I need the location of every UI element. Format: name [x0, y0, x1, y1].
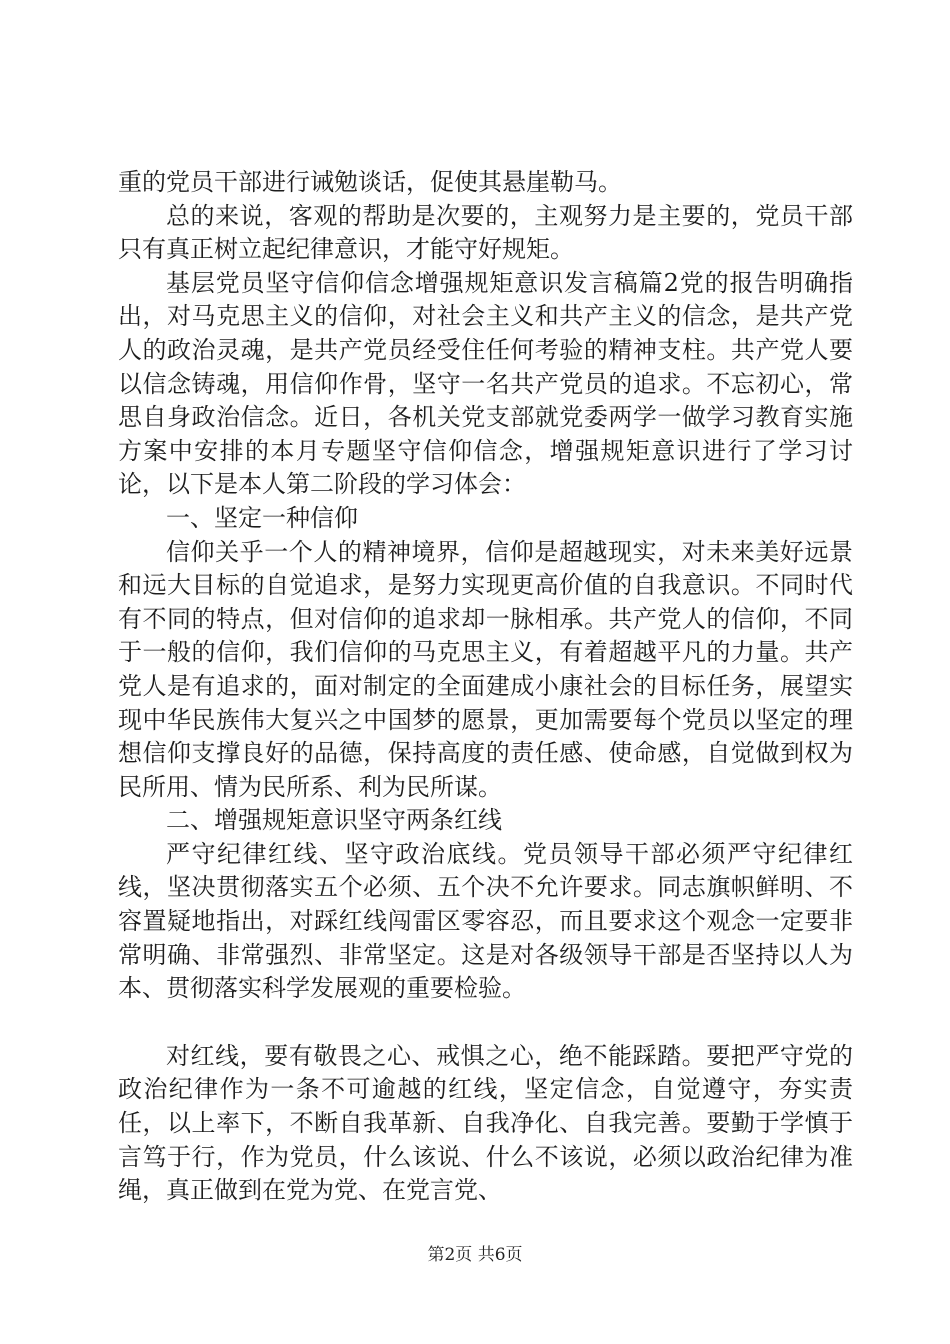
paragraph-belief: 信仰关乎一个人的精神境界，信仰是超越现实，对未来美好远景和远大目标的自觉追求，是努力实现更高价值的自我意识。不同时代有不同的特点，但对信仰的追求却一脉相承。共产党人的信仰，不同于一般的信仰，我们信仰的马克思主义，有着超越平凡的力量。共产党人是有追求的，面对制定的全面建成小康社会的目标任务，展望实现中华民族伟大复兴之中国梦的愿景，更加需要每个党员以坚定的理想信仰支撑良好的品德，保持高度的责任感、使命感，自觉做到权为民所用、情为民所系、利为民所谋。 [118, 537, 853, 801]
paragraph-continuation: 重的党员干部进行诫勉谈话，促使其悬崖勒马。 [118, 168, 622, 196]
paragraph-red-line: 严守纪律红线、坚守政治底线。党员领导干部必须严守纪律红线，坚决贯彻落实五个必须、五个决不允许要求。同志旗帜鲜明、不容置疑地指出，对踩红线闯雷区零容忍，而且要求这个观念一定要非常明确、非常强烈、非常坚定。这是对各级领导干部是否坚持以人为本、贯彻落实科学发展观的重要检验。 [118, 839, 853, 1003]
paragraph-awe: 对红线，要有敬畏之心、戒惧之心，绝不能踩踏。要把严守党的政治纪律作为一条不可逾越的红线，坚定信念，自觉遵守，夯实责任，以上率下，不断自我革新、自我净化、自我完善。要勤于学慎于言笃于行，作为党员，什么该说、什么不该说，必须以政治纪律为准绳，真正做到在党为党、在党言党、 [118, 1041, 853, 1205]
section-heading-2: 二、增强规矩意识坚守两条红线 [166, 806, 502, 835]
page-number-footer: 第2页 共6页 [427, 1245, 523, 1265]
paragraph-summary: 总的来说，客观的帮助是次要的，主观努力是主要的，党员干部只有真正树立起纪律意识，才能守好规矩。 [118, 201, 853, 264]
section-heading-1: 一、坚定一种信仰 [166, 503, 358, 532]
paragraph-gap [118, 1006, 853, 1040]
document-body [118, 166, 853, 1208]
paragraph-article-intro: 基层党员坚守信仰信念增强规矩意识发言稿篇2党的报告明确指出，对马克思主义的信仰，对社会主义和共产主义的信念，是共产党人的政治灵魂，是共产党员经受住任何考验的精神支柱。共产党人要以信念铸魂，用信仰作骨，坚守一名共产党员的追求。不忘初心，常思自身政治信念。近日，各机关党支部就党委两学一做学习教育实施方案中安排的本月专题坚守信仰信念，增强规矩意识进行了学习讨论，以下是本人第二阶段的学习体会： [118, 268, 853, 499]
